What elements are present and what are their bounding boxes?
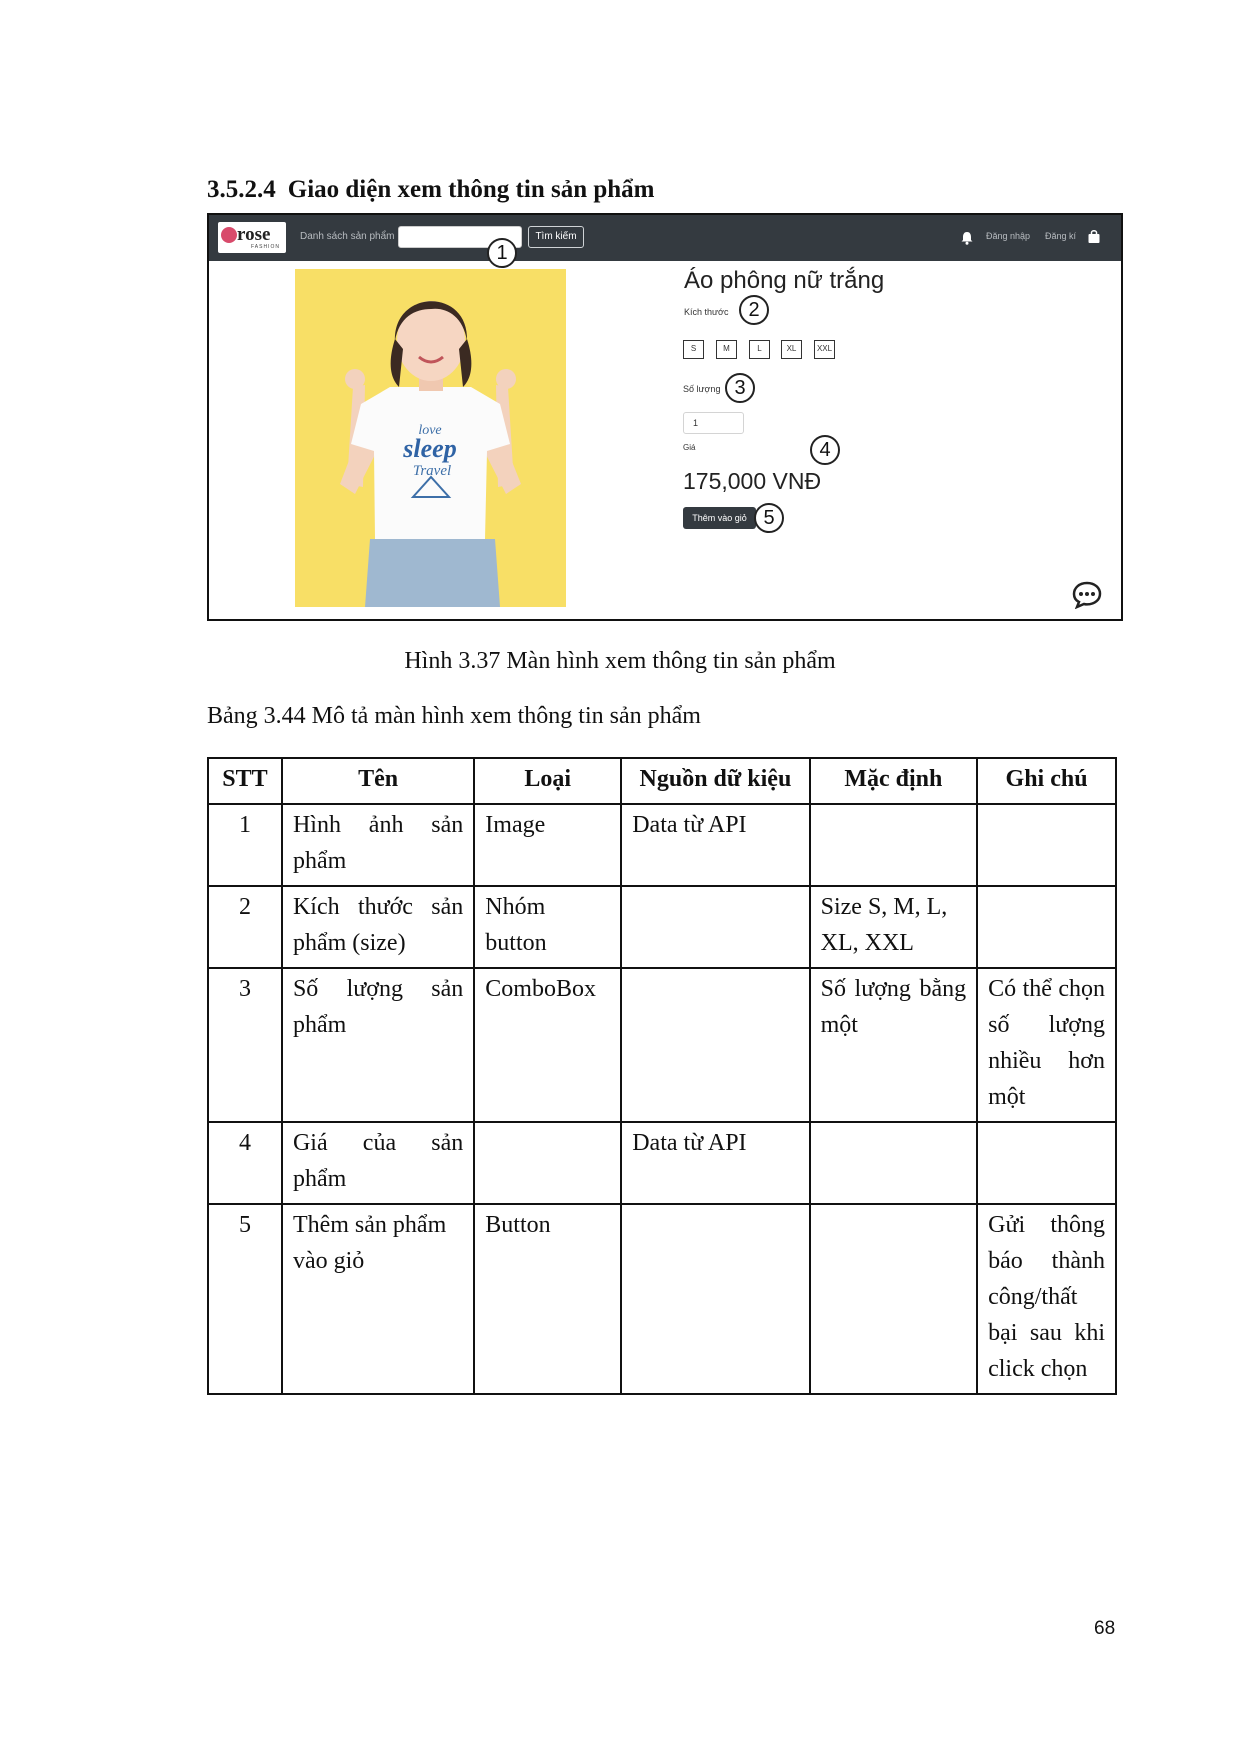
product-price: 175,000 VNĐ	[683, 468, 822, 494]
callout-marker-1: 1	[487, 238, 517, 268]
callout-marker-3: 3	[725, 373, 755, 403]
product-photo-illustration	[295, 269, 566, 607]
callout-marker-5: 5	[754, 503, 784, 533]
cell-default	[810, 1122, 977, 1204]
header-stt: STT	[208, 758, 282, 804]
cell-name: Số lượng sản phẩm	[282, 968, 474, 1122]
header-note: Ghi chú	[977, 758, 1116, 804]
add-to-cart-button[interactable]: Thêm vào giỏ	[683, 507, 756, 529]
size-button-s[interactable]: S	[683, 340, 704, 359]
cell-source	[621, 886, 809, 968]
header-source: Nguồn dữ kiệu	[621, 758, 809, 804]
cell-stt: 1	[208, 804, 282, 886]
callout-marker-2: 2	[739, 295, 769, 325]
size-button-xxl[interactable]: XXL	[814, 340, 835, 359]
size-button-l[interactable]: L	[749, 340, 770, 359]
cell-source	[621, 968, 809, 1122]
product-image	[295, 269, 566, 607]
cell-stt: 2	[208, 886, 282, 968]
table-header-row	[208, 758, 1116, 804]
cell-stt: 4	[208, 1122, 282, 1204]
cell-default: Size S, M, L, XL, XXL	[810, 886, 977, 968]
table-row	[208, 804, 1116, 886]
shopping-bag-icon[interactable]	[1087, 229, 1101, 244]
quantity-label: Số lượng	[683, 384, 721, 394]
logo[interactable]	[218, 222, 286, 253]
cell-default	[810, 804, 977, 886]
cell-source	[621, 1204, 809, 1394]
cell-type: Button	[474, 1204, 621, 1394]
logo-subtext: FASHION	[251, 244, 280, 250]
nav-products-link[interactable]: Danh sách sản phẩm	[300, 231, 395, 242]
section-number: 3.5.2.4	[207, 176, 276, 203]
cell-name: Kích thước sản phẩm (size)	[282, 886, 474, 968]
price-label: Giá	[683, 443, 696, 452]
cell-note: Có thể chọn số lượng nhiều hơn một	[977, 968, 1116, 1122]
product-detail-screenshot	[207, 213, 1123, 621]
shirt-print-line-1: love	[418, 423, 442, 438]
cell-type: Image	[474, 804, 621, 886]
page-number: 68	[1094, 1618, 1116, 1639]
shirt-print-line-3: Travel	[412, 463, 452, 479]
cell-name: Thêm sản phẩm vào giỏ	[282, 1204, 474, 1394]
navbar	[209, 215, 1121, 261]
section-title: Giao diện xem thông tin sản phẩm	[287, 176, 655, 203]
size-button-xl[interactable]: XL	[781, 340, 802, 359]
cell-default: Số lượng bằng một	[810, 968, 977, 1122]
cell-name: Hình ảnh sản phẩm	[282, 804, 474, 886]
header-type: Loại	[474, 758, 621, 804]
cell-type: Nhóm button	[474, 886, 621, 968]
size-label: Kích thước	[684, 307, 729, 317]
cell-source: Data từ API	[621, 804, 809, 886]
callout-marker-4: 4	[810, 435, 840, 465]
cell-stt: 3	[208, 968, 282, 1122]
cell-note	[977, 804, 1116, 886]
rose-icon	[221, 227, 237, 243]
cell-note	[977, 1122, 1116, 1204]
cell-note	[977, 886, 1116, 968]
logo-text: rose	[237, 224, 271, 245]
cell-source: Data từ API	[621, 1122, 809, 1204]
chat-icon[interactable]	[1072, 581, 1102, 609]
cell-default	[810, 1204, 977, 1394]
bell-icon[interactable]	[960, 231, 974, 245]
section-heading	[207, 176, 655, 204]
product-title: Áo phông nữ trắng	[684, 267, 885, 294]
search-button[interactable]: Tìm kiếm	[528, 226, 584, 248]
header-name: Tên	[282, 758, 474, 804]
quantity-input[interactable]: 1	[683, 412, 744, 434]
register-link[interactable]: Đăng kí	[1045, 231, 1077, 241]
login-link[interactable]: Đăng nhập	[986, 231, 1031, 241]
figure-caption: Hình 3.37 Màn hình xem thông tin sản phẩm	[404, 648, 836, 674]
cell-stt: 5	[208, 1204, 282, 1394]
cell-name: Giá của sản phẩm	[282, 1122, 474, 1204]
table-row	[208, 886, 1116, 968]
table-row	[208, 1204, 1116, 1394]
table-row	[208, 968, 1116, 1122]
size-button-m[interactable]: M	[716, 340, 737, 359]
shirt-print-line-2: sleep	[403, 434, 457, 463]
header-default: Mặc định	[810, 758, 977, 804]
cell-type	[474, 1122, 621, 1204]
table-row	[208, 1122, 1116, 1204]
description-table	[207, 757, 1117, 1395]
table-title: Bảng 3.44 Mô tả màn hình xem thông tin sản phẩm	[207, 703, 701, 729]
cell-type: ComboBox	[474, 968, 621, 1122]
cell-note: Gửi thông báo thành công/thất bại sau khi click chọn	[977, 1204, 1116, 1394]
